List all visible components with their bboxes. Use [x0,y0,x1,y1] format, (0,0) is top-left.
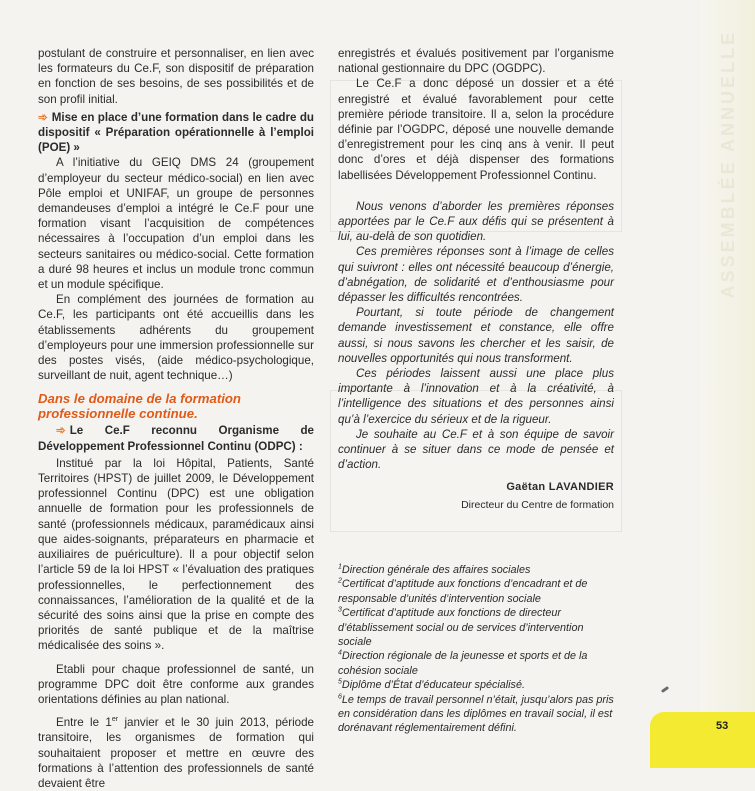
arrow-icon: ➾ [38,110,48,124]
footnote: $^6$Le temps de travail personnel n’était, jusqu’alors pas pris en considération dans les diplômes en travail social, il est dorénavant réglementairement défini. [338,692,614,735]
closing-paragraph: Ces premières réponses sont à l’image de celles qui suivront : elles ont nécessité beaucoup d’énergie, d’abnégation, de solidarité et d’enthousiasme pour dépasser les difficultés rencontrées. [338,245,614,305]
page-corner-tab [650,712,755,768]
footnote: $^4$Direction régionale de la jeunesse et sports et de la cohésion sociale [338,649,588,677]
paragraph: postulant de construire et personnaliser, en lien avec les formateurs du Ce.F, son dispositif de préparation en fonction de ses besoins, de ses possibilités et de son profil initial. [38,47,314,106]
pen-mark [661,686,669,693]
footnotes [338,563,614,736]
bullet-heading: ➾ Mise en place d’une formation dans le cadre du dispositif « Préparation opérationnelle à l’emploi (POE) » [38,110,314,155]
closing-paragraph: Nous venons d’aborder les premières réponses apportées par le Ce.F aux défis qui se présentent à lui, au-delà de son quotidien. [338,199,614,244]
paragraph: Le Ce.F a donc déposé un dossier et a été enregistré et évalué favorablement pour cette première période transitoire. Il a, selon la procédure définie par l’OGDPC, déposé une nouvelle demande d’enregistrement pour les cinq ans à venir. Il peut donc d’ores et déjà dispenser des formations labellisées Développement Professionnel Continu. [338,77,614,182]
closing-paragraph: Pourtant, si toute période de changement demande investissement et constance, elle offre aussi, si nous savons les chercher et les saisir, de nouvelles opportunités qui nous transforment. [338,306,614,365]
paragraph: En complément des journées de formation au Ce.F, les participants ont été accueillis dans les établissements adhérents du groupement d’employeurs pour une immersion professionnelle sur des postes visés, (aide médico-psychologique, surveillant de nuit, agent technique…) [38,293,314,383]
section-heading: Dans le domaine de la formation professionnelle continue. [38,391,241,422]
page-number: 53 [716,720,729,732]
right-column [338,46,614,736]
closing-paragraph: Ces périodes laissent aussi une place plus importante à l’innovation et à la créativité, à l’intelligence des situations et des personnes ainsi qu’à l’exercice du sérieux et de la rigueur. [338,367,614,426]
closing-paragraph: Je souhaite au Ce.F et à son équipe de savoir continuer à se situer dans ce mode de pensée et d’action. [338,427,614,472]
arrow-icon: ➾ [56,424,66,438]
bullet-heading: ➾ Le Ce.F reconnu Organisme de Développement Professionnel Continu (ODPC) : [38,424,314,453]
signature-role: Directeur du Centre de formation [461,498,614,511]
footnote: $^5$Diplôme d’État d’éducateur spécialisé. [338,678,525,692]
side-title: ASSEMBLÉE ANNUELLE [718,30,738,299]
footnote: $^3$Certificat d’aptitude aux fonctions de directeur d’établissement social ou de services d’intervention sociale [338,606,584,648]
footnote: $^1$Direction générale des affaires sociales [338,563,531,576]
left-column [38,46,314,791]
paragraph: enregistrés et évalués positivement par l’organisme national gestionnaire du DPC (OGDPC). [338,47,614,76]
paragraph: Entre le 1er janvier et le 30 juin 2013, période transitoire, les organismes de formation qui souhaitaient proposer et mettre en œuvre des formations à l’attention des professionnels de santé devaient être [38,716,314,790]
paragraph: Institué par la loi Hôpital, Patients, Santé Territoires (HPST) de juillet 2009, le Développement professionnel Continu (DPC) est une obligation annuelle de formation pour les professionnels de santé (professionnels médicaux, paramédicaux ainsi que aides-soignants, préparateurs en pharmacie et auxiliaires de puériculture). Il a pour objectif selon l’article 59 de la loi HPST « l’évaluation des pratiques professionnelles, le perfectionnement des connaissances, l’amélioration de la qualité et de la sécurité des soins ainsi que la prise en compte des priorités de santé publique et de la maîtrise médicalisée des soins ». [38,456,314,653]
paragraph: Etabli pour chaque professionnel de santé, un programme DPC doit être conforme aux grandes orientations définies au plan national. [38,662,314,706]
footnote: $^2$Certificat d’aptitude aux fonctions d’encadrant et de responsable d’unités d’intervention sociale [338,577,588,605]
paragraph: A l’initiative du GEIQ DMS 24 (groupement d’employeur du secteur médico-social) en lien avec Pôle emploi et UNIFAF, un groupe de personnes demandeuses d’emploi a intégré le Ce.F pour une formation visant l’acquisition de compétences nécessaires à l’occupation d’un emploi dans les secteurs sanitaires ou médico-social. Cette formation a duré 98 heures et inclus un module tronc commun et un module spécifique. [38,156,314,292]
signature-name: Gaëtan LAVANDIER [506,481,614,494]
